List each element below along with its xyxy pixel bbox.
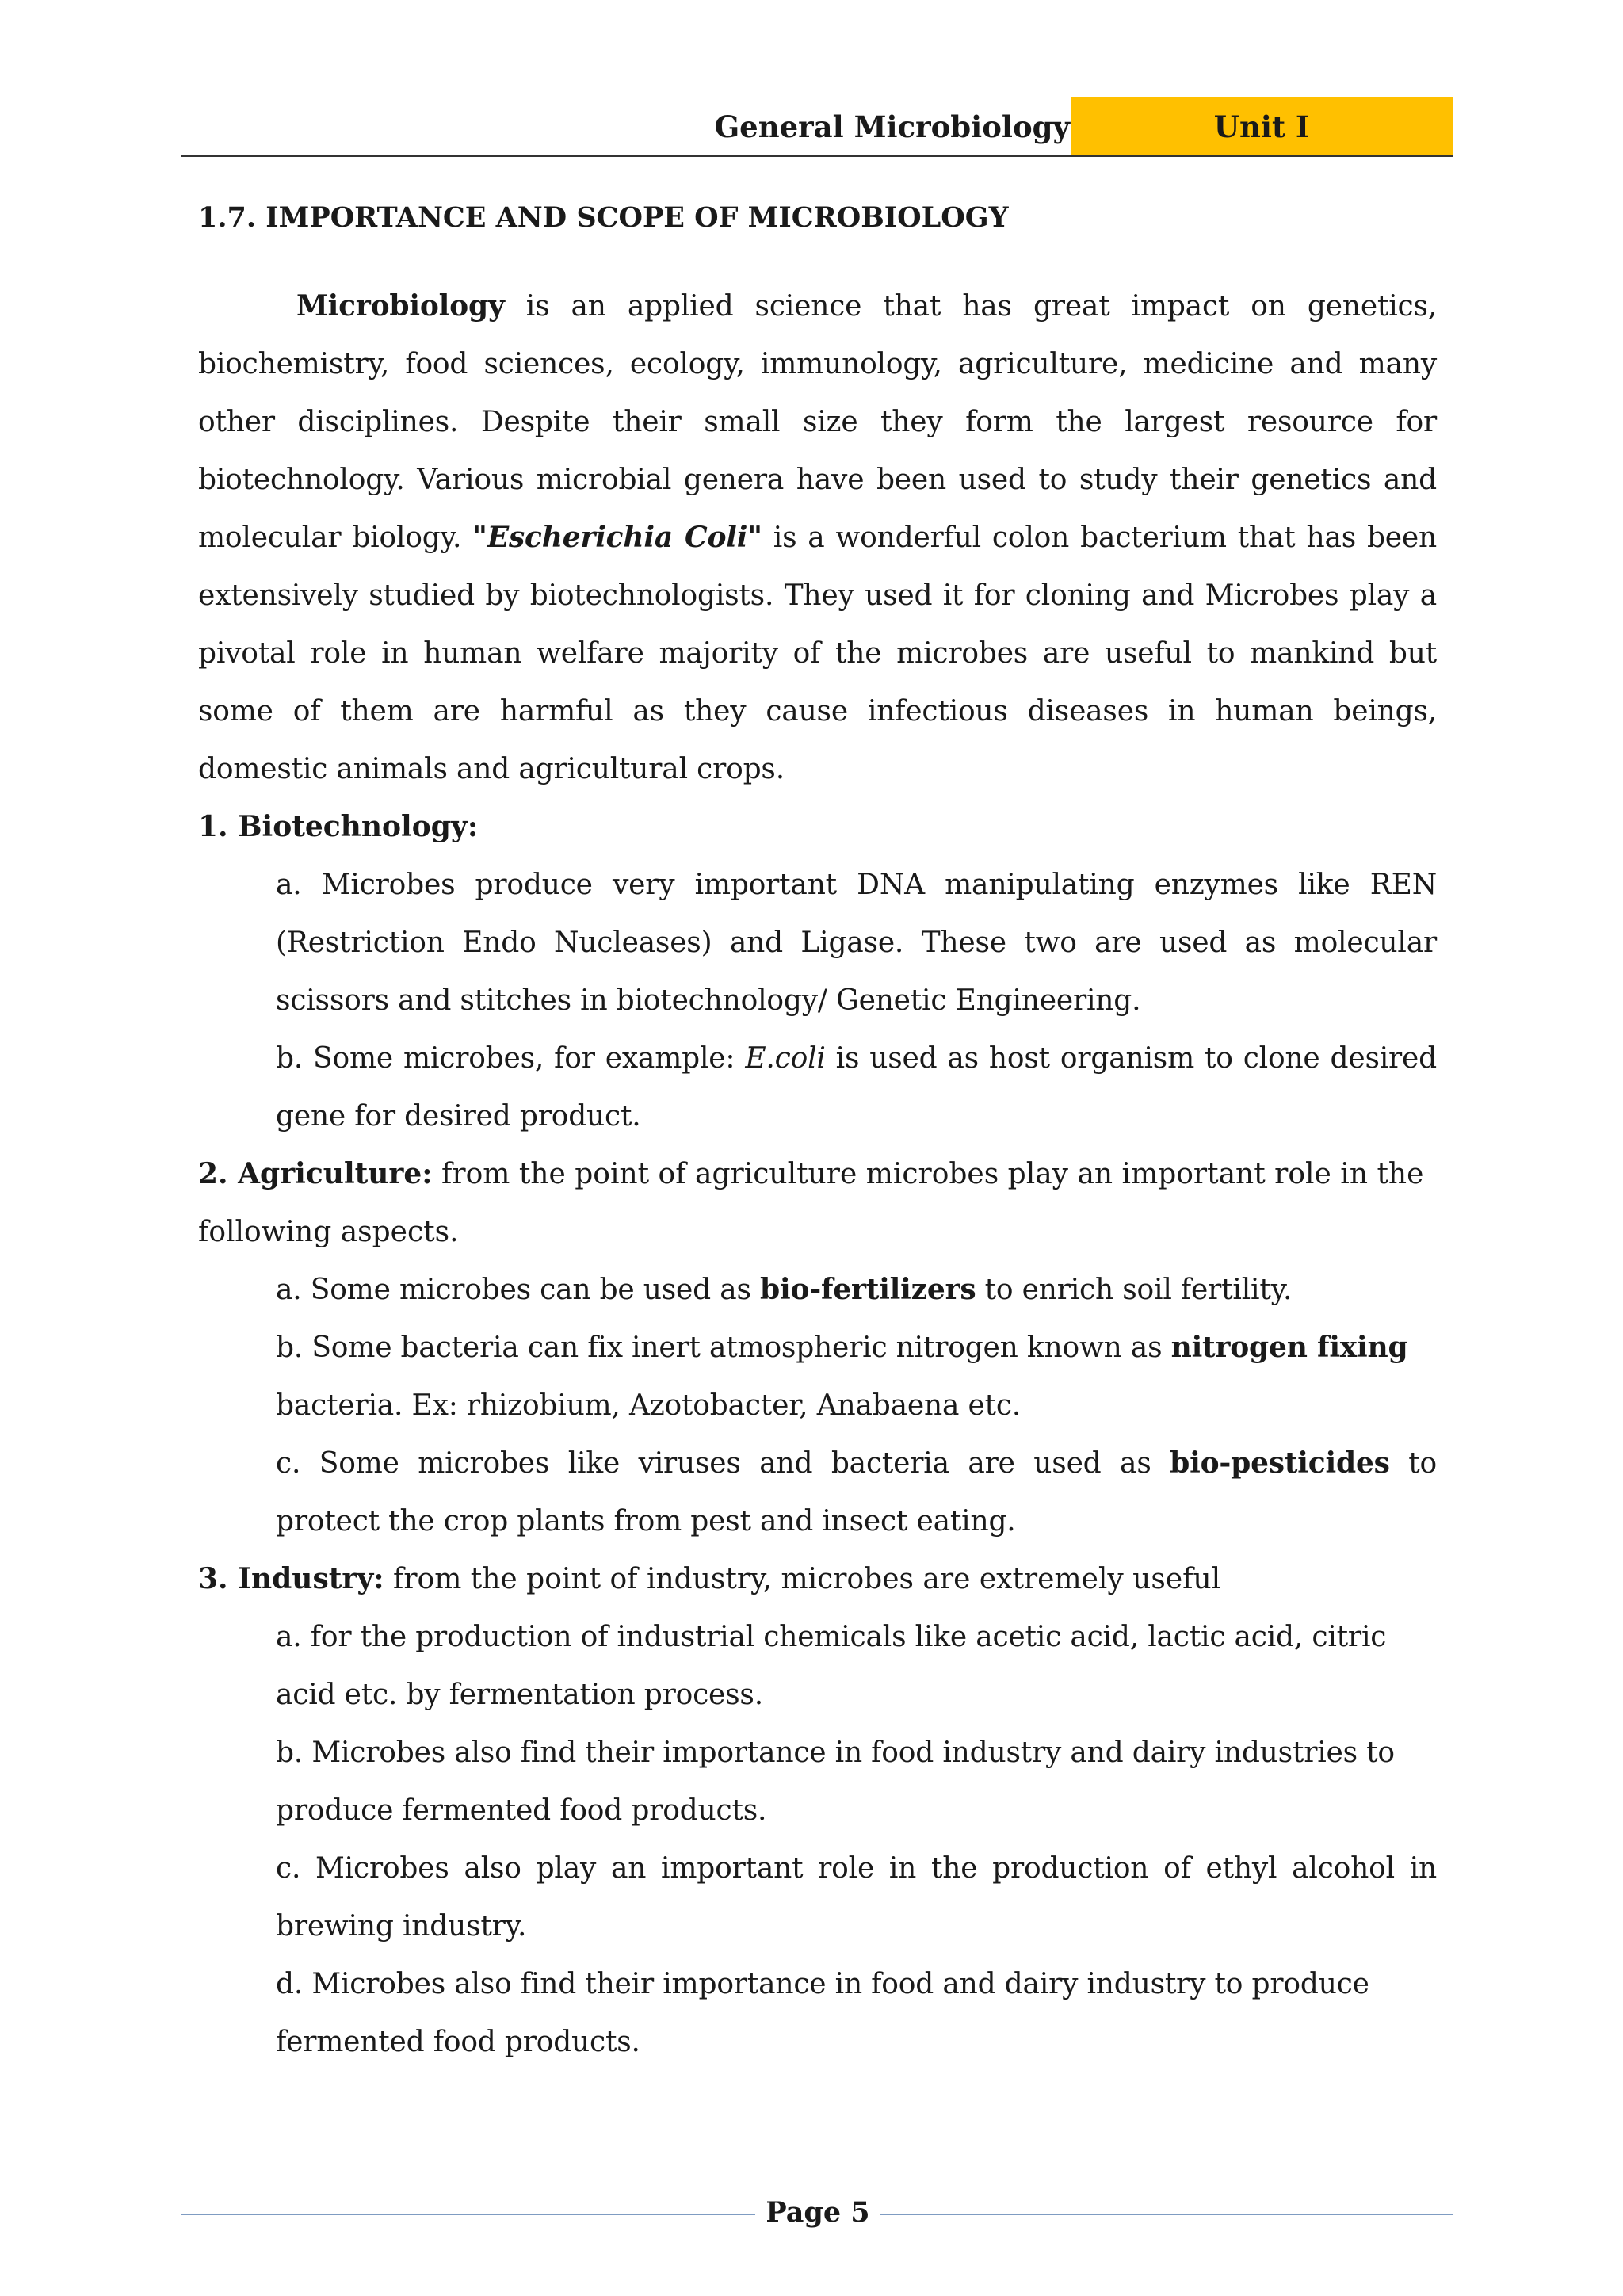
biotechnology-item-a: a. Microbes produce very important DNA manipulating enzymes like REN (Restriction Endo Nucleases) and Ligase. These two are used as molecular scissors and stitches in biotechnology/ Genetic Engineering.	[276, 869, 1437, 1017]
industry-item-c: c. Microbes also play an important role in the production of ethyl alcohol in brewing industry.	[276, 1852, 1437, 1943]
section-heading: 1.7. IMPORTANCE AND SCOPE OF MICROBIOLOGY	[198, 201, 1009, 234]
intro-paragraph	[198, 277, 1437, 798]
biotech-b-rest: is used as host organism to clone desired gene for desired product.	[276, 1042, 1438, 1133]
biotechnology-heading	[198, 798, 1437, 856]
unit-label: Unit I	[1213, 109, 1310, 144]
biotech-b-text: b. Some microbes, for example:	[276, 1042, 746, 1075]
page-content	[198, 194, 1437, 2071]
bio-pesticides-term: bio-pesticides	[1170, 1446, 1390, 1480]
agriculture-item-a	[276, 1261, 1437, 1319]
agriculture-item-b	[276, 1319, 1437, 1435]
footer-rule-left	[181, 2214, 755, 2215]
page-footer	[181, 2189, 1453, 2237]
agri-b-rest: bacteria. Ex: rhizobium, Azotobacter, Anabaena etc.	[276, 1389, 1022, 1422]
agri-b-text: b. Some bacteria can fix inert atmospheric nitrogen known as	[276, 1331, 1171, 1364]
species-name: Escherichia Coli	[487, 521, 748, 554]
biotechnology-heading-label: 1. Biotechnology:	[198, 810, 479, 843]
agriculture-item-c	[276, 1435, 1437, 1550]
intro-text-2: is a wonderful colon bacterium that has been extensively studied by biotechnologists. They used it for cloning and Microbes play a pivotal role in human welfare majority of the microbes are useful to mankind but some of them are harmful as they cause infectious diseases in human beings, domestic animals and agricultural crops.	[198, 521, 1438, 785]
ecoli-term: E.coli	[745, 1042, 826, 1075]
biotechnology-item-b	[276, 1030, 1437, 1145]
agriculture-heading-label: 2. Agriculture:	[198, 1157, 433, 1190]
agri-c-text: c. Some microbes like viruses and bacteria are used as	[276, 1447, 1170, 1480]
quote-close: "	[747, 521, 762, 554]
intro-lead-term: Microbiology	[296, 289, 505, 323]
unit-badge	[1071, 97, 1453, 157]
nitrogen-fixing-term: nitrogen fixing	[1170, 1331, 1408, 1364]
agri-a-text: a. Some microbes can be used as	[276, 1274, 761, 1306]
agriculture-intro: from the point of agriculture microbes play an important role in the following aspects.	[198, 1158, 1424, 1248]
industry-item-d: d. Microbes also find their importance in food and dairy industry to produce fermented food products.	[276, 1968, 1369, 2058]
running-header-title: General Microbiology	[714, 109, 1070, 144]
footer-rule-right	[880, 2214, 1453, 2215]
bio-fertilizers-term: bio-fertilizers	[760, 1273, 976, 1306]
industry-heading-label: 3. Industry:	[198, 1562, 384, 1595]
agri-a-rest: to enrich soil fertility.	[976, 1274, 1293, 1306]
agri-c-rest: to protect the crop plants from pest and insect eating.	[276, 1447, 1437, 1538]
page-number: Page 5	[766, 2196, 870, 2229]
industry-item-b: b. Microbes also find their importance in food industry and dairy industries to produce fermented food products.	[276, 1736, 1395, 1827]
page-header	[181, 97, 1453, 157]
industry-intro: from the point of industry, microbes are extremely useful	[384, 1563, 1221, 1595]
industry-heading	[198, 1550, 1437, 1608]
agriculture-heading	[198, 1145, 1437, 1261]
quote-open: "	[472, 521, 487, 554]
header-divider	[181, 155, 1453, 157]
intro-text-1: is an applied science that has great impact on genetics, biochemistry, food sciences, ecology, immunology, agriculture, medicine and many other disciplines. Despite their small size they form the largest resource for biotechnology. Various microbial genera have been used to study their genetics and molecular biology.	[198, 290, 1437, 554]
industry-item-a: a. for the production of industrial chemicals like acetic acid, lactic acid, citric acid etc. by fermentation process.	[276, 1621, 1387, 1711]
